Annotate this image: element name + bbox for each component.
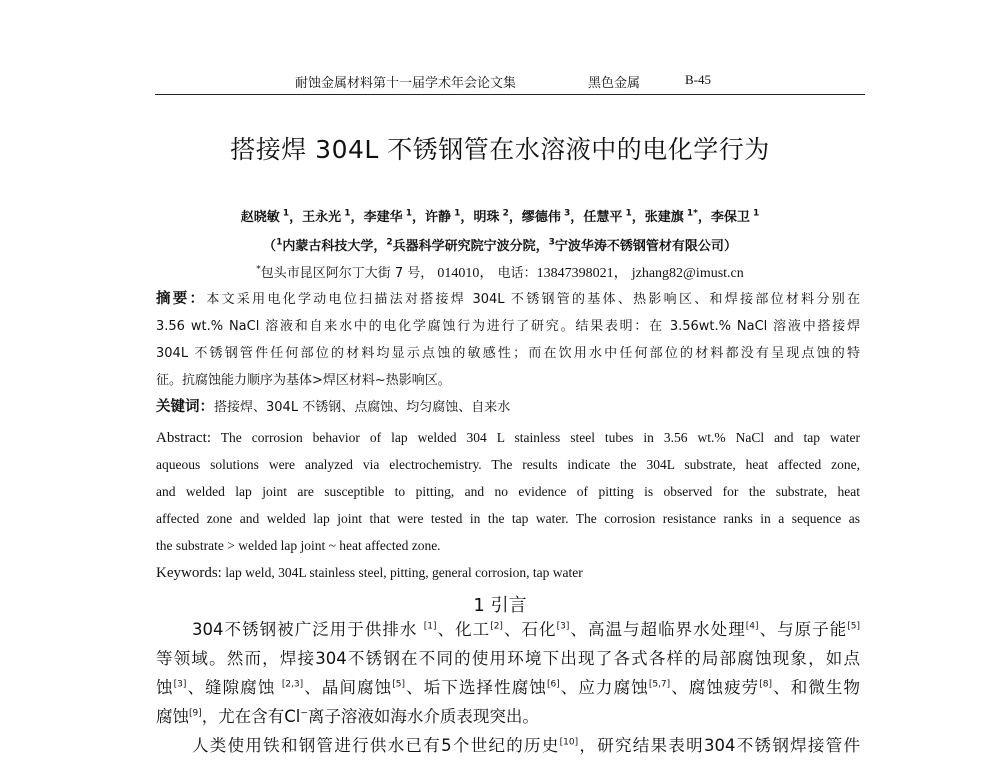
postcode: 014010， xyxy=(437,266,494,281)
keywords-en xyxy=(156,559,860,586)
text-run: ，尤在含有Cl xyxy=(201,707,301,726)
address-text: 包头市昆区阿尔丁大街 7 号， xyxy=(260,266,434,281)
author-affiliation-mark: 1 xyxy=(402,208,412,219)
citation-superscript: [4] xyxy=(745,621,759,632)
running-head-journal: 耐蚀金属材料第十一届学术年会论文集 xyxy=(295,76,517,91)
abstract-en-line: The corrosion behavior of lap welded 304 L stainless steel tubes in 3.56 wt.% NaCl and tap water xyxy=(220,430,860,445)
abstract-zh-line: 304L 不锈钢管件任何部位的材料均显示点蚀的敏感性；而在饮用水中任何部位的材料都没有呈现点蚀的特 xyxy=(156,346,860,361)
citation-superscript: [6] xyxy=(546,679,560,690)
author-affiliation-mark: 1 xyxy=(622,208,632,219)
text-run: 、高温与超临界水处理 xyxy=(569,620,746,639)
text-run: 腐蚀 xyxy=(156,707,189,726)
author-affiliation-mark: 3 xyxy=(560,208,571,219)
author-affiliation-mark: 1 xyxy=(749,208,760,219)
keywords-zh xyxy=(156,394,860,421)
affiliation-name: 兵器科学研究院宁波分院 xyxy=(392,239,536,254)
running-head-section: 黑色金属 xyxy=(588,76,641,91)
abstract-zh-line: 征。抗腐蚀能力顺序为基体>焊区材料~热影响区。 xyxy=(156,373,451,388)
text-run: 、腐蚀疲劳 xyxy=(670,678,760,697)
text-run: 、石化 xyxy=(502,620,557,639)
paper-title: 搭接焊 304L 不锈钢管在水溶液中的电化学行为 xyxy=(230,135,770,164)
affiliation-mark: 3 xyxy=(548,237,555,248)
affiliation-name: 宁波华涛不锈钢管材有限公司 xyxy=(554,239,724,254)
keywords-en-text: lap weld, 304L stainless steel, pitting, general corrosion, tap water xyxy=(225,565,583,580)
text-run: 蚀 xyxy=(156,678,174,697)
text-run: ，研究结果表明304不锈钢焊接管件 xyxy=(578,736,860,755)
abstract-zh xyxy=(156,286,860,421)
corresponding-address xyxy=(0,262,1000,282)
abstract-en-line: aqueous solutions were analyzed via electrochemistry. The results indicate the 304L substrate, heat affected zone, xyxy=(156,457,860,472)
text-run: 、晶间腐蚀 xyxy=(303,678,393,697)
running-head xyxy=(155,72,865,94)
abstract-en-line: affected zone and welded lap joint that were tested in the tap water. The corrosion resistance ranks in a sequence as xyxy=(156,511,860,526)
author-name: 张建旗 xyxy=(644,210,684,225)
keywords-zh-label: 关键词： xyxy=(156,399,214,415)
abstract-en xyxy=(156,424,860,586)
corresponding-mark: * xyxy=(256,264,261,275)
author-affiliation-mark: 1 xyxy=(279,208,290,219)
intro-line xyxy=(156,731,860,760)
section-heading-introduction: 1 引言 xyxy=(473,595,527,616)
citation-superscript: [3] xyxy=(556,621,570,632)
citation-superscript: [1] xyxy=(423,621,437,632)
text-run: 人类使用铁和钢管进行供水已有5个世纪的历史 xyxy=(192,736,560,755)
affiliation-name: 内蒙古科技大学 xyxy=(282,239,374,254)
author-list: 赵晓敏 $^1$，王永光 $^1$，李建华 $^1$，许静 $^1$，明珠 $^2$，缪德伟 $^3$，任慧平 $^1$，张建旗 $^{1*}$，李保卫 $^1$ xyxy=(240,208,760,225)
citation-superscript: [5] xyxy=(392,679,406,690)
text-run: 、垢下选择性腐蚀 xyxy=(405,678,547,697)
intro-line xyxy=(156,702,860,731)
keywords-en-label: Keywords: xyxy=(156,565,222,581)
running-head-page-number: B-45 xyxy=(685,72,711,87)
phone-number: 13847398021， xyxy=(536,266,628,281)
abstract-zh-label: 摘要： xyxy=(156,291,207,307)
citation-superscript: [8] xyxy=(759,679,773,690)
intro-line xyxy=(156,615,860,644)
affiliation-list: （$^1$内蒙古科技大学，$^2$兵器科学研究院宁波分院，$^3$宁波华涛不锈钢管材有限公司） xyxy=(263,237,737,254)
text-run: 、和微生物 xyxy=(772,678,860,697)
citation-superscript: − xyxy=(300,708,308,719)
abstract-en-label: Abstract: xyxy=(156,430,211,446)
citation-superscript: [5,7] xyxy=(648,679,671,690)
text-run: 、应力腐蚀 xyxy=(559,678,649,697)
keywords-zh-text: 搭接焊、304L 不锈钢、点腐蚀、均匀腐蚀、自来水 xyxy=(214,400,511,415)
abstract-en-line: and welded lap joint are susceptible to pitting, and no evidence of pitting is observed for the substrate, heat xyxy=(156,484,860,499)
intro-line: 等领域。然而，焊接304不锈钢在不同的使用环境下出现了各式各样的局部腐蚀现象，如点 xyxy=(156,649,860,668)
citation-superscript: [2] xyxy=(490,621,503,632)
text-run: 304不锈钢被广泛用于供排水 xyxy=(192,620,424,639)
author-name: 任慧平 xyxy=(583,210,623,225)
text-run: 、化工 xyxy=(436,620,491,639)
phone-label: 电话： xyxy=(497,266,537,281)
citation-superscript: [9] xyxy=(189,708,202,719)
intro-line xyxy=(156,673,860,702)
abstract-zh-line: 3.56 wt.% NaCl 溶液和自来水中的电化学腐蚀行为进行了研究。结果表明：在 3.56wt.% NaCl 溶液中搭接焊 xyxy=(156,319,860,334)
citation-superscript: [2,3] xyxy=(281,679,304,690)
author-name: 许静 xyxy=(425,210,452,225)
citation-superscript: [5] xyxy=(847,621,860,632)
header-rule xyxy=(155,94,865,95)
author-name: 缪德伟 xyxy=(521,210,561,225)
abstract-en-line: the substrate > welded lap joint ~ heat affected zone. xyxy=(156,538,441,553)
text-run: 、缝隙腐蚀 xyxy=(186,678,282,697)
text-run: 离子溶液如海水介质表现突出。 xyxy=(307,707,539,726)
citation-superscript: [10] xyxy=(559,737,579,748)
introduction-body xyxy=(156,615,860,760)
affiliation-mark: 1 xyxy=(276,237,283,248)
text-run: 、与原子能 xyxy=(758,620,848,639)
affiliation-mark: 2 xyxy=(386,237,393,248)
author-affiliation-mark: 1 xyxy=(341,208,351,219)
author-name: 李建华 xyxy=(363,210,403,225)
author-affiliation-mark: 1 xyxy=(451,208,461,219)
author-name: 明珠 xyxy=(473,210,500,225)
citation-superscript: [3] xyxy=(173,679,187,690)
author-name: 王永光 xyxy=(302,210,342,225)
author-affiliation-mark: 1* xyxy=(683,208,698,219)
author-name: 赵晓敏 xyxy=(240,210,280,225)
email-link[interactable]: jzhang82@imust.cn xyxy=(631,266,744,281)
abstract-zh-line: 本文采用电化学动电位扫描法对搭接焊 304L 不锈钢管的基体、热影响区、和焊接部位材料分别在 xyxy=(206,292,860,307)
author-name: 李保卫 xyxy=(710,210,750,225)
author-affiliation-mark: 2 xyxy=(499,208,509,219)
